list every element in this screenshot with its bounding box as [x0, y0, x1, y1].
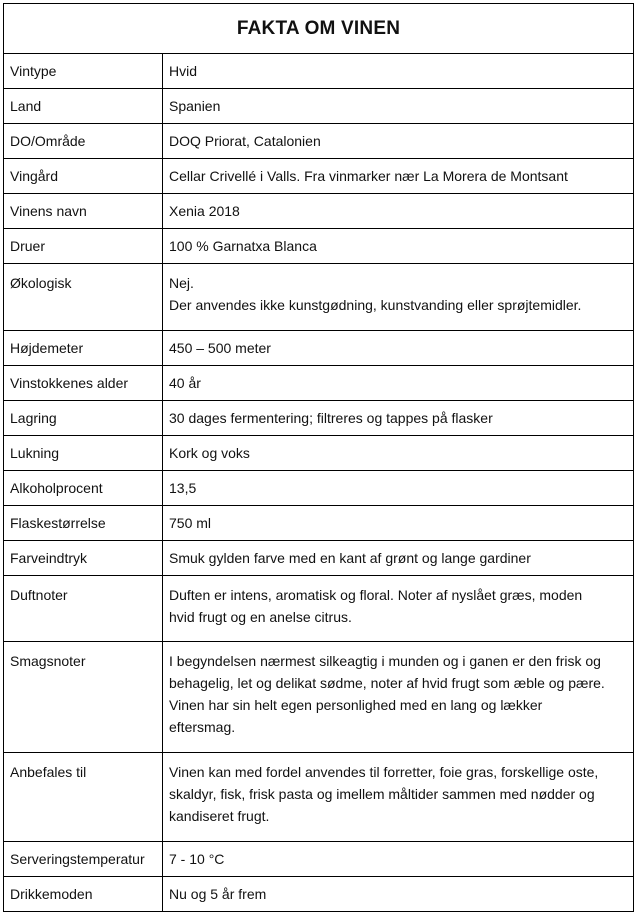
row-label: Land [4, 89, 163, 124]
table-row [4, 89, 634, 124]
table-row [4, 642, 634, 753]
table-row [4, 54, 634, 89]
row-label: Farveindtryk [4, 541, 163, 576]
table-row [4, 842, 634, 877]
row-value: Hvid [163, 54, 634, 89]
row-label: Drikkemoden [4, 877, 163, 912]
row-label: Vingård [4, 159, 163, 194]
row-value: 40 år [163, 366, 634, 401]
row-label: Lukning [4, 436, 163, 471]
table-row [4, 436, 634, 471]
row-label: Økologisk [4, 264, 163, 331]
row-value: 13,5 [163, 471, 634, 506]
row-label: Lagring [4, 401, 163, 436]
row-value: 750 ml [163, 506, 634, 541]
row-label: DO/Område [4, 124, 163, 159]
row-label: Duftnoter [4, 576, 163, 642]
table-title: FAKTA OM VINEN [4, 4, 634, 54]
row-label: Anbefales til [4, 753, 163, 842]
wine-facts-sheet [3, 3, 633, 912]
row-value: 450 – 500 meter [163, 331, 634, 366]
row-value: Nej. Der anvendes ikke kunstgødning, kunstvanding eller sprøjtemidler. [163, 264, 634, 331]
row-label: Serveringstemperatur [4, 842, 163, 877]
table-row [4, 471, 634, 506]
row-label: Højdemeter [4, 331, 163, 366]
table-row [4, 366, 634, 401]
row-label: Flaskestørrelse [4, 506, 163, 541]
table-row [4, 541, 634, 576]
table-row [4, 401, 634, 436]
table-row [4, 264, 634, 331]
wine-facts-table [3, 3, 634, 912]
row-label: Vintype [4, 54, 163, 89]
table-row [4, 194, 634, 229]
table-row [4, 229, 634, 264]
row-value: Spanien [163, 89, 634, 124]
row-value: Smuk gylden farve med en kant af grønt og lange gardiner [163, 541, 634, 576]
table-row [4, 331, 634, 366]
row-value: Vinen kan med fordel anvendes til forretter, foie gras, forskellige oste, skaldyr, fisk, frisk pasta og imellem måltider sammen med nødder og kandiseret frugt. [163, 753, 634, 842]
row-value: Duften er intens, aromatisk og floral. Noter af nyslået græs, moden hvid frugt og en anelse citrus. [163, 576, 634, 642]
table-row [4, 506, 634, 541]
table-row [4, 877, 634, 912]
row-value: DOQ Priorat, Catalonien [163, 124, 634, 159]
row-value: 30 dages fermentering; filtreres og tappes på flasker [163, 401, 634, 436]
row-label: Druer [4, 229, 163, 264]
row-value: 100 % Garnatxa Blanca [163, 229, 634, 264]
row-value: Kork og voks [163, 436, 634, 471]
table-row [4, 576, 634, 642]
row-value: Nu og 5 år frem [163, 877, 634, 912]
row-label: Vinstokkenes alder [4, 366, 163, 401]
table-row [4, 124, 634, 159]
row-value: I begyndelsen nærmest silkeagtig i munden og i ganen er den frisk og behagelig, let og delikat sødme, noter af hvid frugt som æble og pære. Vinen har sin helt egen personlighed med en lang og lækker eftersmag. [163, 642, 634, 753]
row-label: Smagsnoter [4, 642, 163, 753]
row-value: Xenia 2018 [163, 194, 634, 229]
row-value: Cellar Crivellé i Valls. Fra vinmarker nær La Morera de Montsant [163, 159, 634, 194]
row-value: 7 - 10 °C [163, 842, 634, 877]
table-row [4, 159, 634, 194]
row-label: Alkoholprocent [4, 471, 163, 506]
table-row [4, 753, 634, 842]
row-label: Vinens navn [4, 194, 163, 229]
